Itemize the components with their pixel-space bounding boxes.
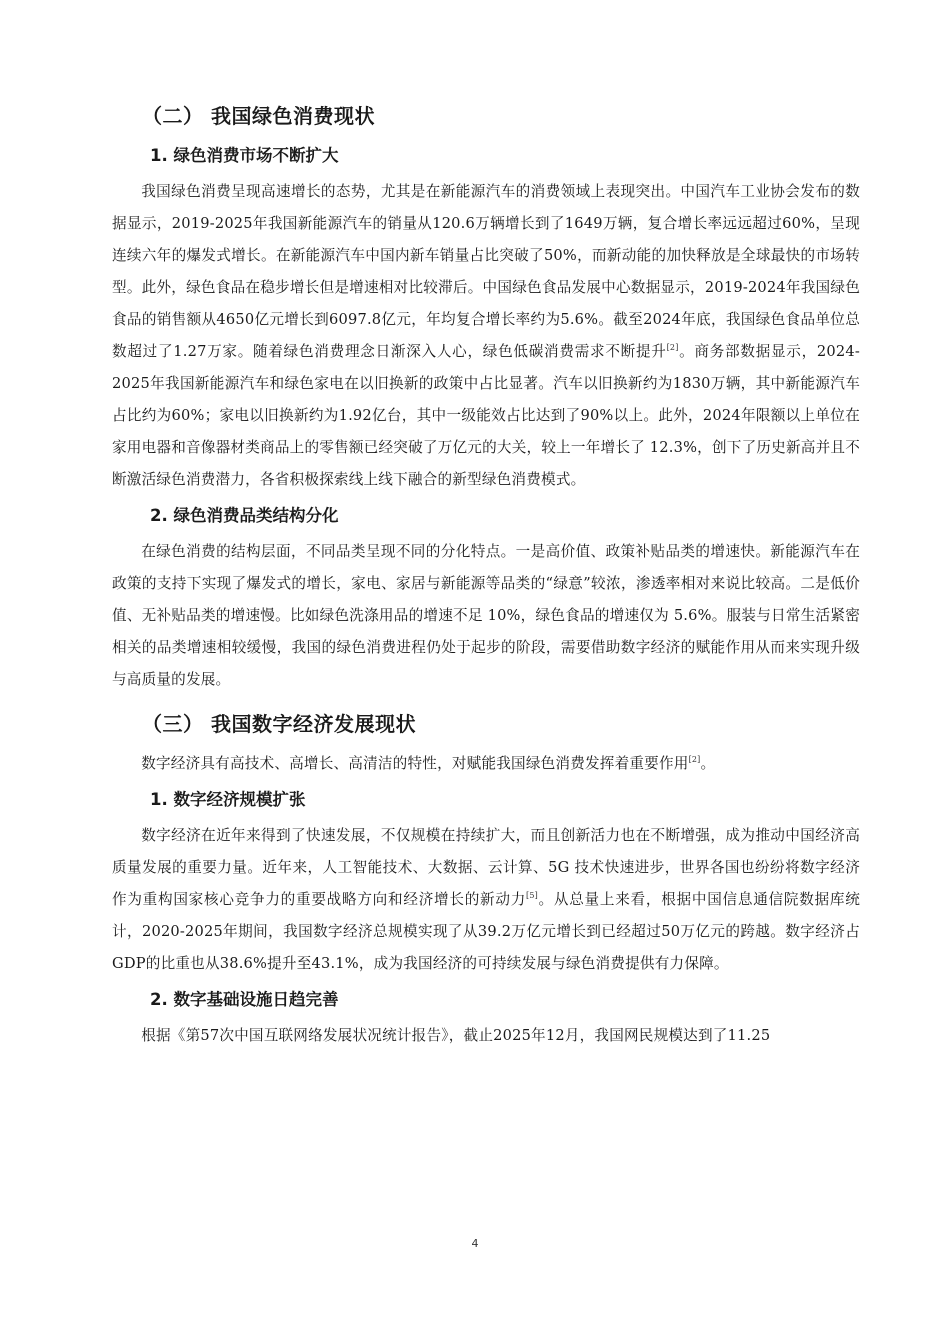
subsection-heading-market-expansion: 1. 绿色消费市场不断扩大 (150, 146, 339, 165)
section-heading-digital-economy: （三） 我国数字经济发展现状 (142, 712, 416, 736)
citation-marker: [2] (666, 343, 679, 352)
paragraph-digital-intro (112, 748, 860, 780)
subsection-heading-digital-infrastructure: 2. 数字基础设施日趋完善 (150, 990, 339, 1009)
paragraph-digital-scale (112, 820, 860, 980)
page-number: 4 (471, 1237, 479, 1250)
subsection-heading-category-structure: 2. 绿色消费品类结构分化 (150, 506, 339, 525)
paragraph-text: 。 (700, 755, 716, 772)
paragraph-market-expansion (112, 176, 860, 496)
citation-marker: [2] (688, 755, 701, 764)
paragraph-digital-infrastructure: 根据《第57次中国互联网络发展状况统计报告》，截止2025年12月，我国网民规模达到了11.25 (141, 1027, 771, 1044)
paragraph-text: 数字经济具有高技术、高增长、高清洁的特性，对赋能我国绿色消费发挥着重要作用 (141, 755, 689, 772)
paragraph-text: 数字经济在近年来得到了快速发展，不仅规模在持续扩大，而且创新活力也在不断增强，成为推动中国经济高质量发展的重要力量。近年来，人工智能技术、大数据、云计算、5G 技术快速进步，世界各国也纷纷将数字经济作为重构国家核心竞争力的重要战略方向和经济增长的新动力 (112, 827, 860, 908)
paragraph-category-structure: 在绿色消费的结构层面，不同品类呈现不同的分化特点。一是高价值、政策补贴品类的增速快。新能源汽车在政策的支持下实现了爆发式的增长，家电、家居与新能源等品类的“绿意”较浓，渗透率相对来说比较高。二是低价值、无补贴品类的增速慢。比如绿色洗涤用品的增速不足 10%，绿色食品的增速仅为 5.6%。服装与日常生活紧密相关的品类增速相较缓慢，我国的绿色消费进程仍处于起步的阶段，需要借助数字经济的赋能作用从而来实现升级与高质量的发展。 (112, 543, 860, 688)
page-content (112, 96, 860, 1052)
citation-marker: [5] (526, 891, 538, 900)
paragraph-text: 。商务部数据显示，2024-2025年我国新能源汽车和绿色家电在以旧换新的政策中占比显著。汽车以旧换新约为1830万辆，其中新能源汽车占比约为60%；家电以旧换新约为1.92亿台，其中一级能效占比达到了90%以上。此外，2024年限额以上单位在家用电器和音像器材类商品上的零售额已经突破了万亿元的大关，较上一年增长了 12.3%，创下了历史新高并且不断激活绿色消费潜力，各省积极探索线上线下融合的新型绿色消费模式。 (112, 343, 860, 488)
paragraph-text: 。从总量上来看，根据中国信息通信院数据库统计，2020-2025年期间，我国数字经济总规模实现了从39.2万亿元增长到已经超过50万亿元的跨越。数字经济占GDP的比重也从38.6%提升至43.1%，成为我国经济的可持续发展与绿色消费提供有力保障。 (112, 891, 861, 972)
subsection-heading-digital-scale: 1. 数字经济规模扩张 (150, 790, 306, 809)
paragraph-text: 我国绿色消费呈现高速增长的态势，尤其是在新能源汽车的消费领域上表现突出。中国汽车工业协会发布的数据显示，2019-2025年我国新能源汽车的销量从120.6万辆增长到了1649万辆，复合增长率远远超过60%，呈现连续六年的爆发式增长。在新能源汽车中国内新车销量占比突破了50%，而新动能的加快释放是全球最快的市场转型。此外，绿色食品在稳步增长但是增速相对比较滞后。中国绿色食品发展中心数据显示，2019-2024年我国绿色食品的销售额从4650亿元增长到6097.8亿元，年均复合增长率约为5.6%。截至2024年底，我国绿色食品单位总数超过了1.27万家。随着绿色消费理念日渐深入人心，绿色低碳消费需求不断提升 (112, 183, 860, 360)
section-heading-green-consumption: （二） 我国绿色消费现状 (142, 104, 375, 128)
